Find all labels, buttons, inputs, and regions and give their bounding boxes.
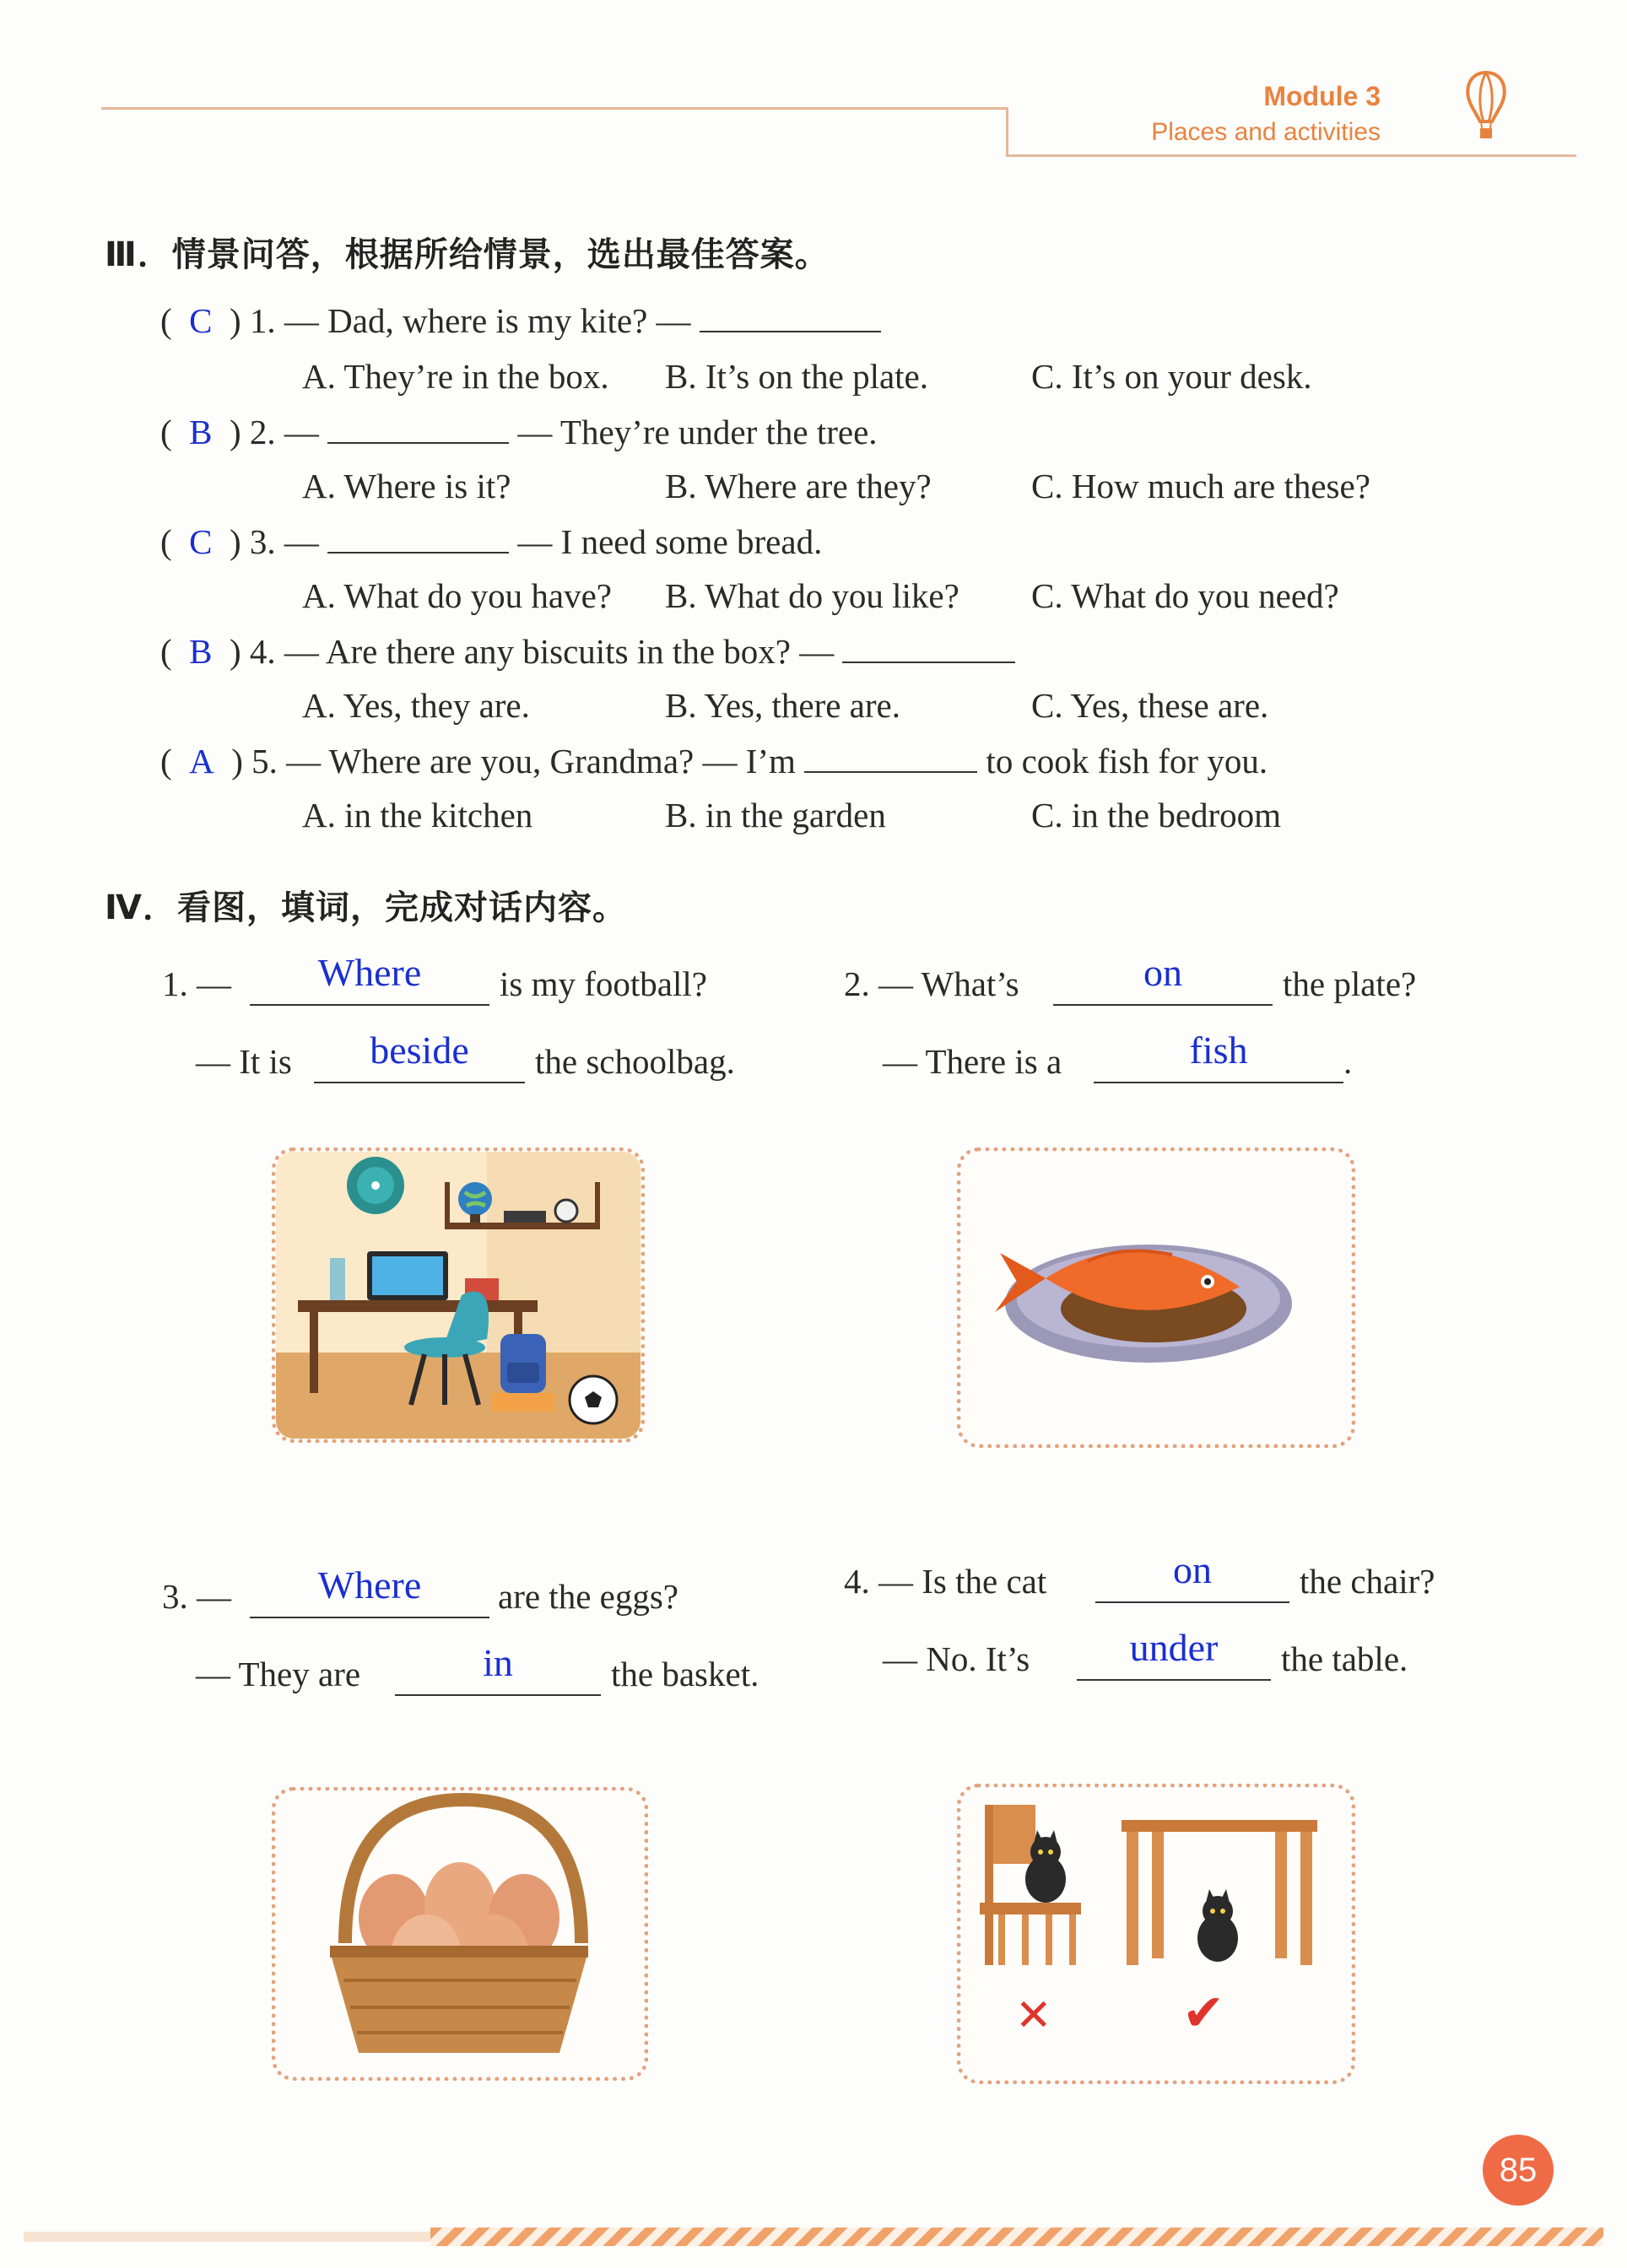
question-tail: — I need some bread. [517,522,823,561]
section-4-title: Ⅳ．看图，填词，完成对话内容。 [105,888,627,927]
question-2: ( B ) 2. — — They’re under the tree. [160,413,878,451]
question-stem: — Where are you, Grandma? — I’m [286,742,796,780]
question-number: 1. [249,301,276,340]
check-mark-icon: ✔ [1182,1984,1225,2043]
option-2a: A. Where is it? [302,467,511,505]
option-4a: A. Yes, they are. [302,686,530,725]
answer-3: C [189,522,213,561]
page-number: 85 [1483,2135,1554,2206]
option-2b: B. Where are they? [665,467,932,505]
item-2-line-1-prefix: 2. — What’s [844,964,1019,1003]
option-1a: A. They’re in the box. [302,357,609,396]
item-4-line-2-prefix: — No. It’s [883,1639,1030,1678]
footer-stripes [430,2228,1603,2246]
option-2c: C. How much are these? [1031,467,1370,505]
wall-clock-icon [347,1157,404,1214]
egg-basket-illustration [276,1791,644,2076]
header-rule-step [1006,107,1008,156]
picture-egg-basket [272,1787,648,2081]
item-3-line-1-suffix: are the eggs? [498,1577,678,1616]
item-4-fill-2: under [1129,1626,1219,1669]
answer-5: A [189,742,214,780]
picture-study-room [272,1148,645,1443]
item-4-blank-1[interactable] [1095,1601,1289,1603]
wrong-mark-icon: ✕ [1015,1990,1052,2041]
question-5: ( A ) 5. — Where are you, Grandma? — I’m to cook fish for you. [160,742,1268,780]
question-number: 4. [249,632,276,671]
item-2-fill-2: fish [1189,1029,1248,1072]
option-5a: A. in the kitchen [302,796,533,834]
question-4: ( B ) 4. — Are there any biscuits in the box? — [160,631,1015,672]
answer-1: C [189,301,213,340]
schoolbag-icon [500,1334,546,1393]
question-3: ( C ) 3. — — I need some bread. [160,522,823,561]
question-stem: — [284,522,319,561]
section-3-title: Ⅲ．情景问答，根据所给情景，选出最佳答案。 [105,235,830,274]
answer-blank[interactable] [327,412,509,444]
item-4-line-2-suffix: the table. [1281,1639,1408,1678]
answer-blank[interactable] [804,741,977,773]
item-1-line-1-suffix: is my football? [500,964,707,1003]
header-rule-right [1006,154,1576,157]
item-4-line-1-prefix: 4. — Is the cat [844,1562,1047,1601]
item-3-line-2-prefix: — They are [196,1655,361,1693]
item-1-blank-1[interactable] [250,1004,489,1006]
answer-2: B [189,413,213,451]
module-title: Module 3 [1263,81,1381,111]
answer-blank[interactable] [327,521,509,554]
fish-plate-illustration [961,1152,1351,1444]
item-3-blank-1[interactable] [250,1617,489,1618]
item-2-blank-2[interactable] [1094,1082,1343,1083]
option-3a: A. What do you have? [302,576,612,615]
picture-cat-table [957,1784,1355,2084]
cat-under-table-icon [1197,1889,1238,1962]
laptop-icon [367,1251,448,1300]
item-2-line-2-suffix: . [1343,1042,1353,1081]
study-room-illustration [276,1152,641,1439]
header-rule-left [101,107,1006,110]
item-1-blank-2[interactable] [314,1082,525,1083]
answer-blank[interactable] [700,300,881,332]
question-tail: — They’re under the tree. [517,413,878,451]
hot-air-balloon-icon [1460,69,1512,147]
option-1c: C. It’s on your desk. [1031,357,1312,396]
item-2-line-2-prefix: — There is a [883,1042,1062,1081]
item-1-line-2-prefix: — It is [196,1042,292,1081]
question-tail: to cook fish for you. [986,742,1268,780]
item-1-line-1-prefix: 1. — [162,964,231,1003]
question-number: 2. [249,413,276,451]
question-number: 5. [251,742,278,780]
picture-fish-plate [957,1148,1355,1448]
item-3-blank-2[interactable] [395,1694,601,1696]
item-1-fill-2: beside [370,1029,469,1072]
question-stem: — Are there any biscuits in the box? — [284,632,835,671]
item-4-line-1-suffix: the chair? [1300,1562,1435,1601]
item-3-line-1-prefix: 3. — [162,1577,231,1616]
item-4-fill-1: on [1173,1548,1212,1591]
option-5c: C. in the bedroom [1031,796,1282,834]
footer-band [24,2232,430,2242]
option-5b: B. in the garden [665,796,886,834]
item-3-line-2-suffix: the basket. [611,1655,759,1693]
item-4-blank-2[interactable] [1077,1679,1271,1681]
item-3-fill-1: Where [317,1563,422,1606]
option-1b: B. It’s on the plate. [665,357,929,396]
answer-4: B [189,632,213,671]
option-4c: C. Yes, these are. [1031,686,1269,725]
item-2-fill-1: on [1143,951,1182,994]
football-icon [570,1376,617,1423]
item-1-fill-1: Where [317,951,422,994]
option-3c: C. What do you need? [1031,576,1339,615]
option-4b: B. Yes, there are. [665,686,900,725]
question-stem: — [284,413,319,451]
item-1-line-2-suffix: the schoolbag. [535,1042,735,1081]
question-stem: — Dad, where is my kite? — [284,301,691,340]
answer-blank[interactable] [842,631,1015,663]
option-3b: B. What do you like? [665,576,959,615]
module-subtitle: Places and activities [1151,118,1381,146]
item-2-line-1-suffix: the plate? [1283,964,1417,1003]
item-2-blank-1[interactable] [1053,1004,1273,1006]
question-1: ( C ) 1. — Dad, where is my kite? — [160,300,881,341]
item-3-fill-2: in [483,1641,513,1684]
question-number: 3. [249,522,276,561]
